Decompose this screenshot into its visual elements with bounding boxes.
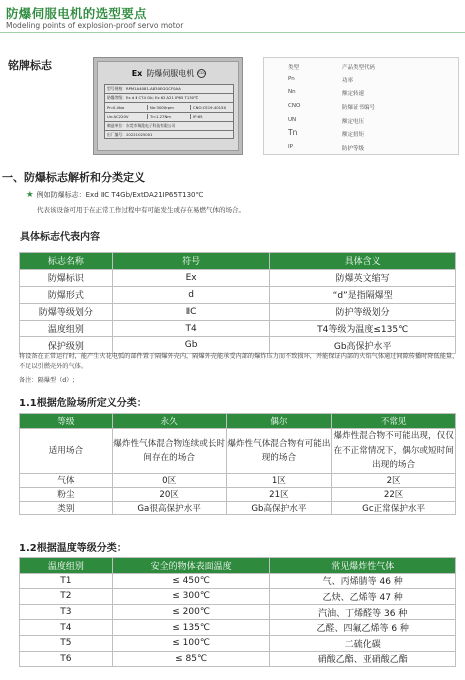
column-header: 偶尔: [226, 414, 332, 429]
table-cell: T1: [20, 573, 113, 589]
section-heading: 具体标志代表内容: [20, 232, 100, 243]
column-header: 常见爆炸性气体: [270, 558, 456, 574]
legend-key: UN: [288, 117, 297, 123]
example-text: 例如防爆标志：Exd ⅡC T4Gb/ExtDA21IP65T130℃: [36, 191, 204, 199]
column-header: 不常见: [332, 414, 456, 429]
table-cell: 类别: [20, 501, 113, 515]
column-header: 标志名称: [20, 253, 113, 270]
table-cell: T4: [20, 620, 113, 636]
table-row: [20, 286, 456, 303]
table-cell: 1区: [226, 474, 332, 488]
column-header: 等级: [20, 414, 113, 429]
nameplate-cell: 出厂编号：20221025001: [107, 131, 153, 137]
table-row: [20, 589, 456, 605]
table-row: [20, 604, 456, 620]
table-cell: T2: [20, 589, 113, 605]
table-header-row: [20, 253, 456, 270]
table-row: [20, 651, 456, 667]
nameplate-cell: Un:AC220V: [107, 114, 129, 120]
page-subtitle: Modeling points of explosion-proof servo motor: [6, 21, 184, 30]
table-cell: 粉尘: [20, 487, 113, 501]
legend-row: [264, 74, 460, 86]
legend-row: [264, 61, 460, 73]
table-cell: T6: [20, 651, 113, 667]
table-cell: 爆炸性气体混合物连续或长时间存在的场合: [112, 429, 226, 474]
flameproof-note: 将设备在正常运行时，能产生火花电弧的部件置于隔爆外壳内，隔爆外壳能承受内部的爆炸压力而不致损坏，并能保证内部的火焰气体通过间隙传播时降低能量，不足以引燃壳外的气体。: [19, 353, 459, 370]
nameplate-section-label: 铭牌标志: [8, 59, 52, 72]
nameplate-cell: CNO:CE19.4015X: [190, 105, 233, 110]
table-cell: 适用场合: [20, 429, 113, 474]
page-title: 防爆伺服电机的选型要点: [6, 6, 147, 21]
nameplate-cell: 防爆等级：Ex d Ⅱ CT4 Gb; Ex tD A21 IP65 T130℃: [107, 95, 199, 101]
table-row: [20, 573, 456, 589]
table-cell: Ex: [112, 269, 270, 286]
table-cell: “d”是指隔爆型: [270, 286, 456, 303]
table-cell: ≤ 450℃: [112, 573, 270, 589]
nameplate-cell: Nn:3000rpm: [147, 105, 190, 110]
nameplate-face: [97, 61, 239, 151]
table-header-row: [20, 414, 456, 429]
table-cell: 气、丙烯腈等 46 种: [270, 573, 456, 589]
table-cell: d: [112, 286, 270, 303]
table-row: [20, 635, 456, 651]
legend-key: Nn: [288, 89, 296, 95]
table-cell: 温度组别: [20, 320, 113, 337]
legend-value: 额定电压: [342, 119, 365, 125]
table-row: [20, 320, 456, 337]
nameplate-row: [104, 112, 234, 121]
nameplate-row: [104, 84, 234, 93]
nameplate-row: [104, 130, 234, 139]
legend-value: 额定扭矩: [342, 132, 365, 138]
table-cell: 二硫化碳: [270, 635, 456, 651]
star-icon: ★: [26, 190, 34, 200]
table-cell: 0区: [112, 474, 226, 488]
legend-value: 额定转速: [342, 91, 365, 97]
table-cell: 20区: [112, 487, 226, 501]
column-header: 具体含义: [270, 253, 456, 270]
table-cell: 防爆等级划分: [20, 303, 113, 320]
legend-value: 功率: [342, 78, 354, 84]
nameplate-legend: [263, 57, 459, 155]
section-heading: 1.2根据温度等级分类：: [19, 543, 127, 554]
table-cell: ≤ 135℃: [112, 620, 270, 636]
table-cell: 爆炸性气体混合物有可能出现的场合: [226, 429, 332, 474]
legend-row: [264, 142, 460, 154]
legend-value: 防爆证书编号: [342, 105, 376, 111]
temperature-class-table: [19, 557, 456, 667]
header-divider: [0, 32, 465, 33]
nameplate-row: [104, 102, 234, 111]
legend-value: 防护等级: [342, 146, 365, 152]
table-row: [20, 269, 456, 286]
table-cell: 爆炸性混合物不可能出现，仅仅在不正常情况下，偶尔或短时间出现的场合: [332, 429, 456, 474]
table-row: [20, 620, 456, 636]
table-row: [20, 501, 456, 515]
nameplate-cell: 制造单位：东莞市瑞派电子科技有限公司: [107, 122, 176, 128]
table-cell: 乙醛、四氟乙烯等 6 种: [270, 620, 456, 636]
legend-row: [264, 101, 460, 113]
table-cell: 保护级别: [20, 337, 113, 354]
table-cell: 防爆英文缩写: [270, 269, 456, 286]
table-row: [20, 303, 456, 320]
table-cell: ⅡC: [112, 303, 270, 320]
legend-value: 产品类型代码: [342, 65, 376, 71]
table-cell: T5: [20, 635, 113, 651]
table-cell: 乙炔、乙烯等 47 种: [270, 589, 456, 605]
marking-table: [19, 252, 456, 354]
table-cell: 硝酸乙酯、亚硝酸乙酯: [270, 651, 456, 667]
table-row: [20, 474, 456, 488]
legend-row: [264, 87, 460, 99]
legend-key: IP: [288, 144, 293, 150]
nameplate-cell: 型号规格：RPM1A4081-A830EGGCF0AA: [107, 86, 181, 92]
column-header: 永久: [112, 414, 226, 429]
nameplate-row: [104, 121, 234, 130]
table-cell: Ga很高保护水平: [112, 501, 226, 515]
table-cell: Gb高保护水平: [226, 501, 332, 515]
table-header-row: [20, 558, 456, 574]
example-line: [26, 190, 203, 200]
table-cell: T4: [112, 320, 270, 337]
column-header: 安全的物体表面温度: [112, 558, 270, 574]
table-cell: ≤ 200℃: [112, 604, 270, 620]
nameplate-grid: [104, 84, 234, 139]
legend-key: 类型: [288, 65, 300, 71]
section-heading: 一、防爆标志解析和分类定义: [2, 171, 145, 184]
nameplate-ex-mark: Ex: [131, 69, 143, 78]
column-header: 符号: [112, 253, 270, 270]
legend-key: CNO: [288, 103, 301, 109]
table-cell: 汽油、丁烯醛等 36 种: [270, 604, 456, 620]
section-heading: 1.1根据危险场所定义分类：: [19, 398, 147, 409]
table-cell: Gb高保护水平: [270, 337, 456, 354]
table-cell: 气体: [20, 474, 113, 488]
table-cell: T3: [20, 604, 113, 620]
table-cell: ≤ 85℃: [112, 651, 270, 667]
nameplate-title: [98, 68, 240, 79]
table-cell: Gc正常保护水平: [332, 501, 456, 515]
remark-note: 备注：隔爆型（d）;: [19, 377, 75, 384]
legend-key: Pn: [288, 76, 295, 82]
nameplate-title-text: 防爆伺服电机: [146, 69, 195, 78]
hazard-zone-table: [19, 413, 456, 515]
table-cell: 防爆形式: [20, 286, 113, 303]
table-row: [20, 487, 456, 501]
legend-row: [264, 115, 460, 127]
table-cell: ≤ 300℃: [112, 589, 270, 605]
table-cell: T4等级为温度≤135℃: [270, 320, 456, 337]
nameplate-cell: Pn:0.4kw: [107, 104, 125, 110]
table-cell: 防护等级划分: [270, 303, 456, 320]
table-cell: ≤ 100℃: [112, 635, 270, 651]
table-row: [20, 429, 456, 474]
nameplate-row: [104, 93, 234, 102]
legend-key: Tn: [288, 128, 298, 137]
table-cell: 2区: [332, 474, 456, 488]
nameplate-image: [93, 57, 243, 155]
legend-row: [264, 128, 460, 140]
table-cell: 21区: [226, 487, 332, 501]
example-description: 代表该设备可用于在正常工作过程中有可能发生或存在易燃气体的场合。: [37, 206, 245, 214]
table-cell: 22区: [332, 487, 456, 501]
table-cell: 防爆标识: [20, 269, 113, 286]
nameplate-cell: IP:65: [190, 114, 233, 119]
column-header: 温度组别: [20, 558, 113, 574]
table-cell: Gb: [112, 337, 270, 354]
nameplate-cell: Tn:1.27Nm: [147, 114, 190, 119]
ccc-mark-icon: CCC: [197, 69, 206, 78]
